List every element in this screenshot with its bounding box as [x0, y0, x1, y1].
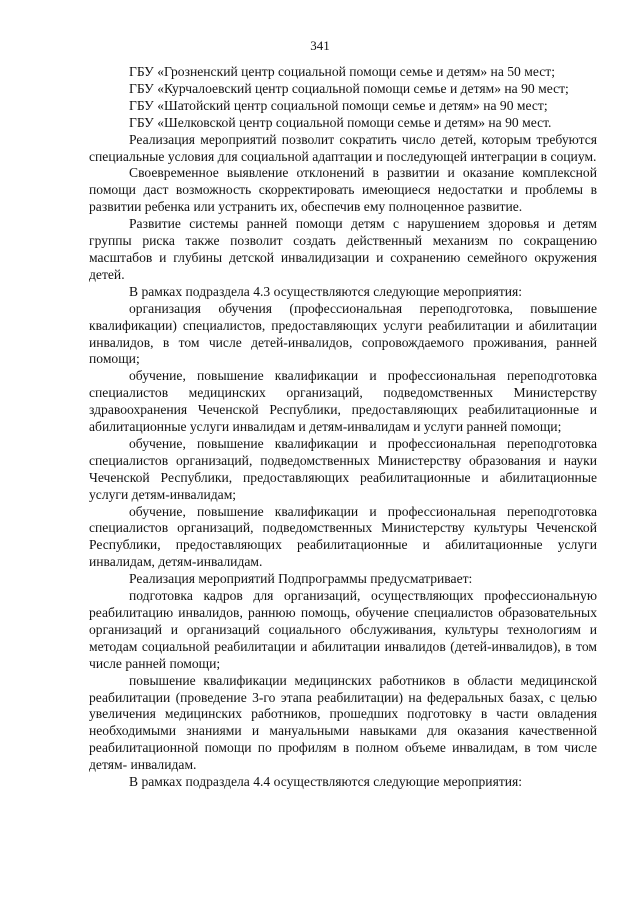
paragraph-subprogram-provides: Реализация мероприятий Подпрограммы предусматривает: [129, 571, 473, 587]
paragraph-early-detection: Своевременное выявление отклонений в развитии и оказание комплексной помощи даст возможность скорректировать имеющиеся недостатки и проблемы в развитии ребенка или устранить их, обеспечив ему полноценное развитие. [89, 165, 597, 215]
paragraph-staff-preparation: подготовка кадров для организаций, осуществляющих профессиональную реабилитацию инвалидов, раннюю помощь, обучение специалистов образовательных организаций и организаций социального обслуживания, культуры технологиям и методам социальной реабилитации и абилитации инвалидов (детей-инвалидов), в том числе ранней помощи; [89, 588, 597, 671]
paragraph-gbu-kurchaloy: ГБУ «Курчалоевский центр социальной помощи семье и детям» на 90 мест; [129, 80, 569, 96]
page-number: 341 [310, 38, 330, 53]
body-text [89, 64, 597, 791]
paragraph-reduce-children: Реализация мероприятий позволит сократить число детей, которым требуются специальные условия для социальной адаптации и последующей интеграции в социум. [89, 131, 597, 164]
paragraph-training-medical: обучение, повышение квалификации и профессиональная переподготовка специалистов медицинских организаций, подведомственных Министерству здравоохранения Чеченской Республики, предоставляющих реабилитационные и абилитационные услуги инвалидам и детям-инвалидам и услуги ранней помощи; [89, 368, 597, 435]
paragraph-gbu-shatoy: ГБУ «Шатойский центр социальной помощи семье и детям» на 90 мест; [129, 97, 548, 113]
paragraph-training-education: обучение, повышение квалификации и профессиональная переподготовка специалистов организаций, подведомственных Министерству образования и науки Чеченской Республики, предоставляющих реабилитационные и абилитационные услуги детям-инвалидам; [89, 435, 597, 502]
paragraph-subsection-4-4: В рамках подраздела 4.4 осуществляются следующие мероприятия: [129, 774, 523, 790]
paragraph-subsection-4-3: В рамках подраздела 4.3 осуществляются следующие мероприятия: [129, 283, 523, 299]
paragraph-gbu-grozny: ГБУ «Грозненский центр социальной помощи семье и детям» на 50 мест; [129, 64, 555, 79]
paragraph-training-organization: организация обучения (профессиональная переподготовка, повышение квалификации) специалистов, предоставляющих услуги реабилитации и абилитации инвалидов, в том числе детей-инвалидов, сопровождаемого проживания, ранней помощи; [89, 300, 597, 367]
paragraph-training-culture: обучение, повышение квалификации и профессиональная переподготовка специалистов организаций, подведомственных Министерству культуры Чеченской Республики, предоставляющих реабилитационные и абилитационные услуги инвалидам, детям-инвалидам. [89, 503, 597, 570]
paragraph-gbu-shelkovskoy: ГБУ «Шелковской центр социальной помощи семье и детям» на 90 мест. [129, 114, 552, 130]
paragraph-medical-qualification: повышение квалификации медицинских работников в области медицинской реабилитации (проведение 3-го этапа реабилитации) на федеральных базах, с целью увеличения медицинских работников, прошедших подготовку в части овладения необходимыми знаниями и мануальными навыками для оказания качественной реабилитационной помощи по профилям в полном объеме инвалидам, в том числе детям- инвалидам. [89, 672, 597, 773]
paragraph-early-help-system: Развитие системы ранней помощи детям с нарушением здоровья и детям группы риска также позволит создать действенный механизм по сокращению масштабов и глубины детской инвалидизации и сохранению семейного окружения детей. [89, 216, 597, 282]
